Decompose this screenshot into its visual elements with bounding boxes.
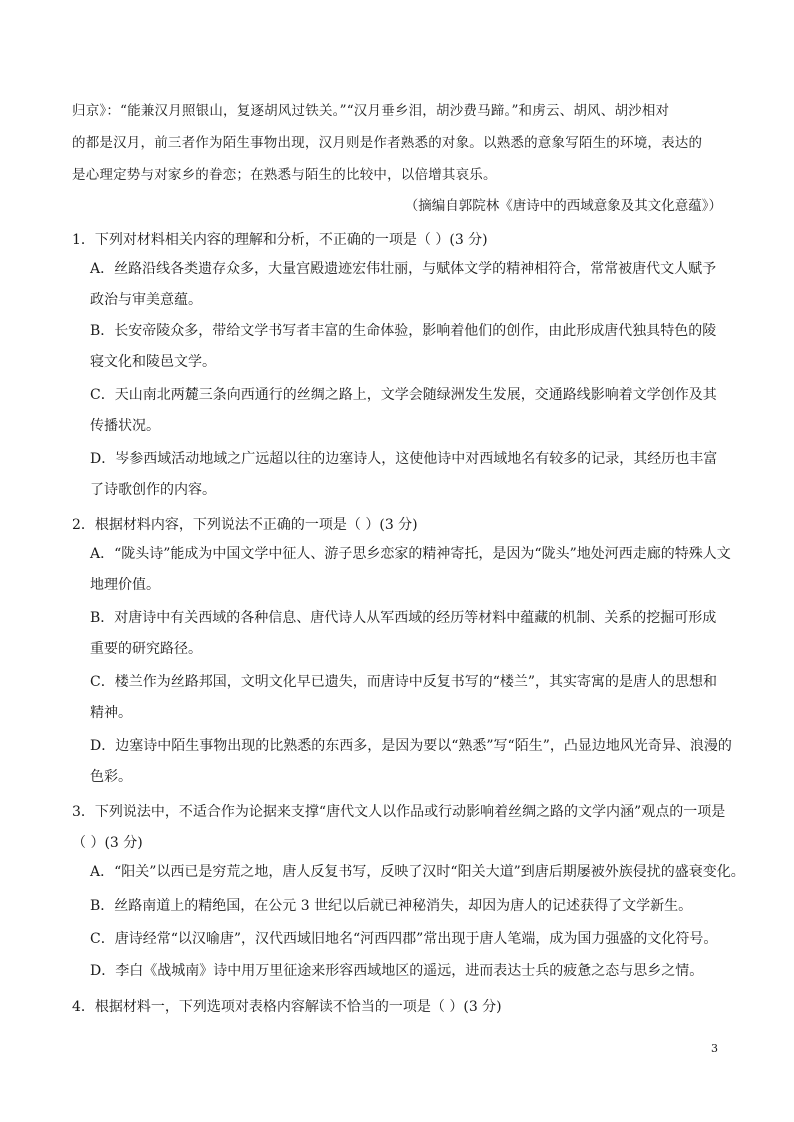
source-citation: （摘编自郭院林《唐诗中的西域意象及其文化意蕴》） <box>404 198 722 214</box>
intro-paragraph <box>72 95 724 191</box>
question-1-option-c: C．天山南北两麓三条向西通行的丝绸之路上，文学会随绿洲发生发展，交通路线影响着文学创作及其 传播状况。 <box>90 387 717 434</box>
intro-line: 是心理定势与对家乡的眷恋；在熟悉与陌生的比较中，以倍增其哀乐。 <box>72 167 497 183</box>
question-3-option-d: D．李白《战城南》诗中用万里征途来形容西域地区的遥远，进而表达士兵的疲惫之态与思乡之情。 <box>90 963 704 979</box>
question-2-option-d: D．边塞诗中陌生事物出现的比熟悉的东西多，是因为要以“熟悉”写“陌生”，凸显边地风光奇异、浪漫的 色彩。 <box>90 738 732 785</box>
question-2-option-c: C．楼兰作为丝路邦国，文明文化早已遗失，而唐诗中反复书写的“楼兰”，其实寄寓的是唐人的思想和 精神。 <box>90 674 718 721</box>
question-3-stem-continued: （ ）(3 分) <box>72 835 143 851</box>
question-1-stem: 1．下列对材料相关内容的理解和分析，不正确的一项是（ ）(3 分) <box>72 232 488 248</box>
page-number: 3 <box>711 1042 718 1055</box>
question-1-option-a: A．丝路沿线各类遗存众多，大量宫殿遗迹宏伟壮丽，与赋体文学的精神相符合，常常被唐代文人赋予 政治与审美意蕴。 <box>90 261 717 308</box>
question-3-stem: 3．下列说法中，不适合作为论据来支撑“唐代文人以作品或行动影响着丝绸之路的文学内涵”观点的一项是 <box>72 804 726 820</box>
question-4-stem: 4．根据材料一，下列选项对表格内容解读不恰当的一项是（ ）(3 分) <box>72 999 502 1015</box>
intro-line: 的都是汉月，前三者作为陌生事物出现，汉月则是作者熟悉的对象。以熟悉的意象写陌生的环境，表达的 <box>72 135 703 151</box>
question-1-option-b: B．长安帝陵众多，带给文学书写者丰富的生命体验，影响着他们的创作，由此形成唐代独具特色的陵 寝文化和陵邑文学。 <box>90 323 717 370</box>
question-1-option-d: D．岑参西域活动地域之广远超以往的边塞诗人，这使他诗中对西域地名有较多的记录，其经历也丰富 了诗歌创作的内容。 <box>90 451 718 498</box>
question-2-option-b: B．对唐诗中有关西域的各种信息、唐代诗人从军西域的经历等材料中蕴藏的机制、关系的挖掘可形成 重要的研究路径。 <box>90 610 717 657</box>
question-3-option-c: C．唐诗经常“以汉喻唐”，汉代西域旧地名“河西四郡”常出现于唐人笔端，成为国力强盛的文化符号。 <box>90 931 718 947</box>
question-3-option-b: B．丝路南道上的精绝国，在公元 3 世纪以后就已神秘消失，却因为唐人的记述获得了文学新生。 <box>90 898 693 914</box>
question-2-stem: 2．根据材料内容，下列说法不正确的一项是（ ）(3 分) <box>72 517 418 533</box>
question-2-option-a: A．“陇头诗”能成为中国文学中征人、游子思乡恋家的精神寄托，是因为“陇头”地处河西走廊的特殊人文 地理价值。 <box>90 546 731 593</box>
intro-line: 归京》：“能兼汉月照银山，复逐胡风过铁关。”“汉月垂乡泪，胡沙费马蹄。”和虏云、胡风、胡沙相对 <box>72 103 670 119</box>
question-3-option-a: A．“阳关”以西已是穷荒之地，唐人反复书写，反映了汉时“阳关大道”到唐后期屡被外族侵扰的盛衰变化。 <box>90 864 745 880</box>
